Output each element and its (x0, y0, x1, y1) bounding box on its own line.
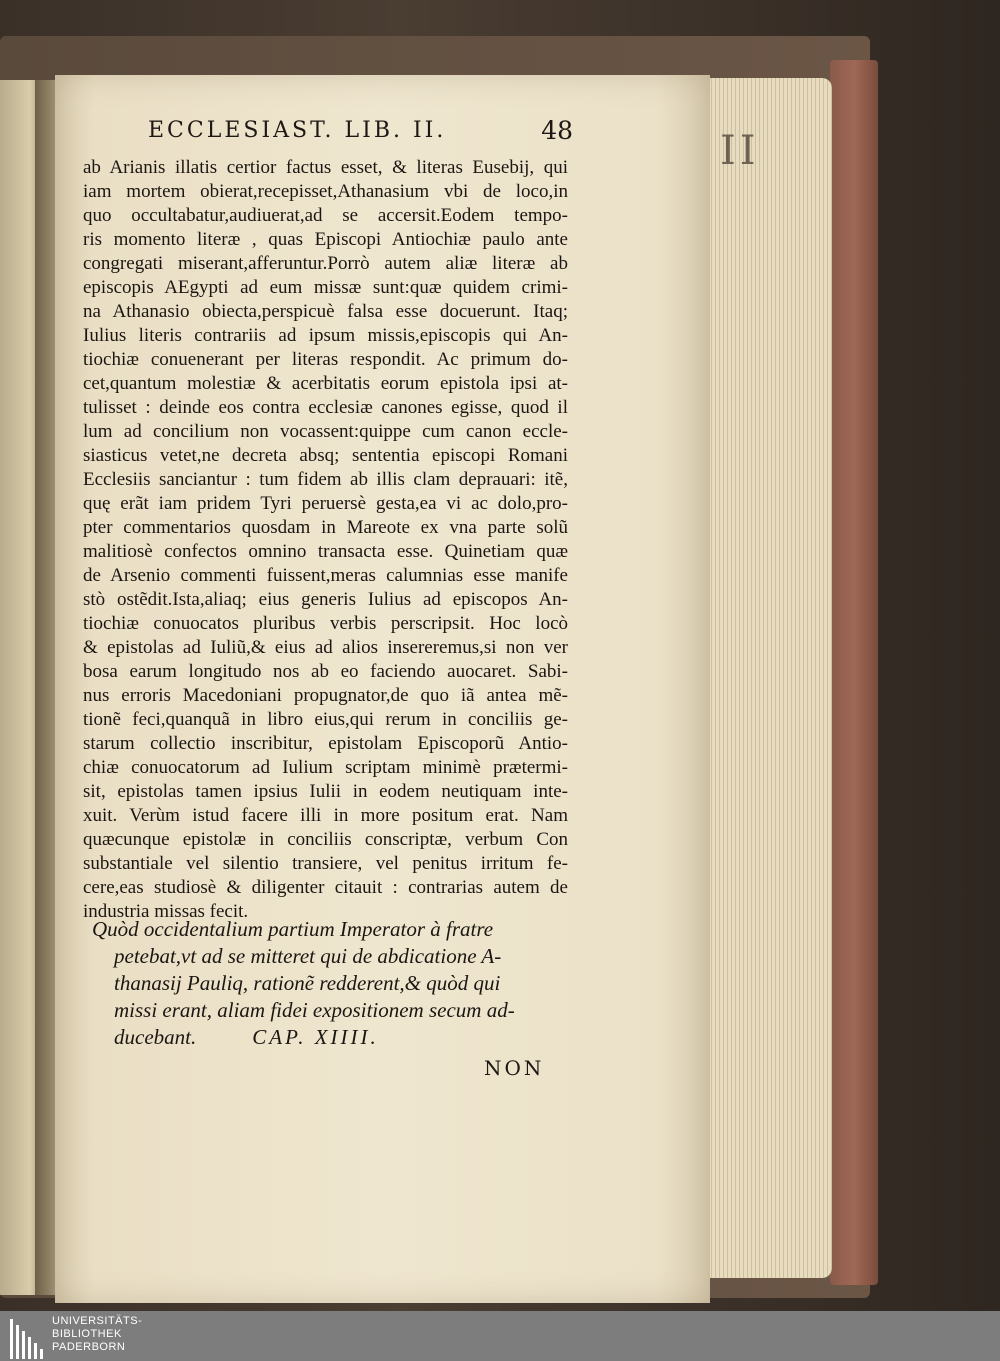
stack-mark: II (720, 128, 760, 174)
library-logo-icon (10, 1319, 48, 1359)
text-line: nus erroris Macedoniani propugnator,de quo iã antea mẽ- (83, 685, 568, 706)
text-line: xuit. Verùm istud facere illi in more positum erat. Nam (83, 805, 568, 826)
running-title: ECCLESIAST. LIB. II. (148, 118, 447, 143)
text-line: industria missas fecit. (83, 901, 249, 922)
text-line: cere,eas studiosè & diligenter citauit : contrarias autem de (83, 877, 568, 898)
library-footer (0, 1311, 1000, 1361)
text-line: tiochiæ conuocatos pluribus verbis perscripsit. Hoc locò (83, 613, 568, 634)
chapter-heading-text: missi erant, aliam fidei expositionem secum ad- (114, 998, 515, 1022)
library-name-line: UNIVERSITÄTS- (52, 1315, 143, 1327)
text-line: quæcunque epistolæ in conciliis conscriptæ, verbum Con (83, 829, 568, 850)
chapter-heading-line (92, 916, 532, 943)
body-text (83, 156, 568, 924)
chapter-heading-line (92, 943, 532, 970)
library-name-line: BIBLIOTHEK (52, 1328, 122, 1340)
library-name-line: PADERBORN (52, 1341, 126, 1353)
text-line: chiæ conuocatorum ad Iulium scriptam minimè prætermi- (83, 757, 568, 778)
text-line: pter commentarios quosdam in Mareote ex vna parte solũ (83, 517, 568, 538)
text-line: tulisset : deinde eos contra ecclesiæ canones egisse, quod il (83, 397, 568, 418)
chapter-heading-line (92, 997, 532, 1024)
text-line: quo occultabatur,audiuerat,ad se accersit.Eodem tempo- (83, 205, 568, 226)
chapter-label: CAP. XIIII. (252, 1025, 379, 1049)
text-line: congregati miserant,afferuntur.Porrò autem aliæ literæ ab (83, 253, 568, 274)
text-line: starum collectio inscribitur, epistolam Episcoporũ Antio- (83, 733, 568, 754)
text-line: sit, epistolas tamen ipsius Iulii in eodem neutiquam inte- (83, 781, 568, 802)
text-line: quę erãt iam pridem Tyri peruersè gesta,ea vi ac dolo,pro- (83, 493, 568, 514)
text-line: & epistolas ad Iuliũ,& eius ad alios insereremus,si non ver (83, 637, 568, 658)
text-line: episcopis AEgypti ad eum missæ sunt:quæ quidem crimi- (83, 277, 568, 298)
page-number: 48 (541, 116, 573, 145)
text-line: siasticus vetet,ne decreta absq; sententia episcopi Romani (83, 445, 568, 466)
text-line: lum ad concilium non vocassent:quippe cum canon eccle- (83, 421, 568, 442)
text-line: tiochiæ conuenerant per literas respondit. Ac primum do- (83, 349, 568, 370)
text-line: de Arsenio commenti fuissent,meras calumnias esse manife (83, 565, 568, 586)
catchword: NON (484, 1056, 545, 1080)
chapter-heading-line (92, 1024, 532, 1051)
text-line: substantiale vel silentio transiere, vel penitus irritum fe- (83, 853, 568, 874)
cover-edge (830, 60, 878, 1285)
running-header (148, 118, 573, 143)
chapter-heading (92, 916, 532, 1051)
text-line: Ecclesiis sanciantur : tum fidem ab illis clam deprauari: itẽ, (83, 469, 568, 490)
text-line: malitiosè confectos omnino transacta esse. Quinetiam quæ (83, 541, 568, 562)
chapter-heading-text: Quòd occidentalium partium Imperator à fratre (92, 917, 494, 941)
chapter-heading-text: petebat,vt ad se mitteret qui de abdicatione A- (114, 944, 502, 968)
text-line: iam mortem obierat,recepisset,Athanasium vbi de loco,in (83, 181, 568, 202)
chapter-heading-text: thanasij Pauliq, rationẽ redderent,& quòd qui (114, 971, 501, 995)
library-name (52, 1315, 142, 1354)
text-line: cet,quantum molestiæ & acerbitatis eorum epistola ipsi at- (83, 373, 568, 394)
page-stack (700, 78, 832, 1278)
text-line: stò ostẽdit.Ista,aliaq; eius generis Iulius ad episcopos An- (83, 589, 568, 610)
text-line: bosa earum longitudo nos ab eo faciendo auocaret. Sabi- (83, 661, 568, 682)
text-line: Iulius literis contrariis ad ipsum missis,episcopis qui An- (83, 325, 568, 346)
text-line: ris momento literæ , quas Episcopi Antiochiæ paulo ante (83, 229, 568, 250)
chapter-heading-line (92, 970, 532, 997)
text-line: ab Arianis illatis certior factus esset, & literas Eusebij, qui (83, 157, 568, 178)
chapter-heading-text: ducebant. (114, 1025, 197, 1049)
text-line: na Athanasio obiecta,perspicuè falsa esse docuerunt. Itaq; (83, 301, 568, 322)
text-line: tionẽ feci,quanquã in libro eius,qui rerum in conciliis ge- (83, 709, 568, 730)
